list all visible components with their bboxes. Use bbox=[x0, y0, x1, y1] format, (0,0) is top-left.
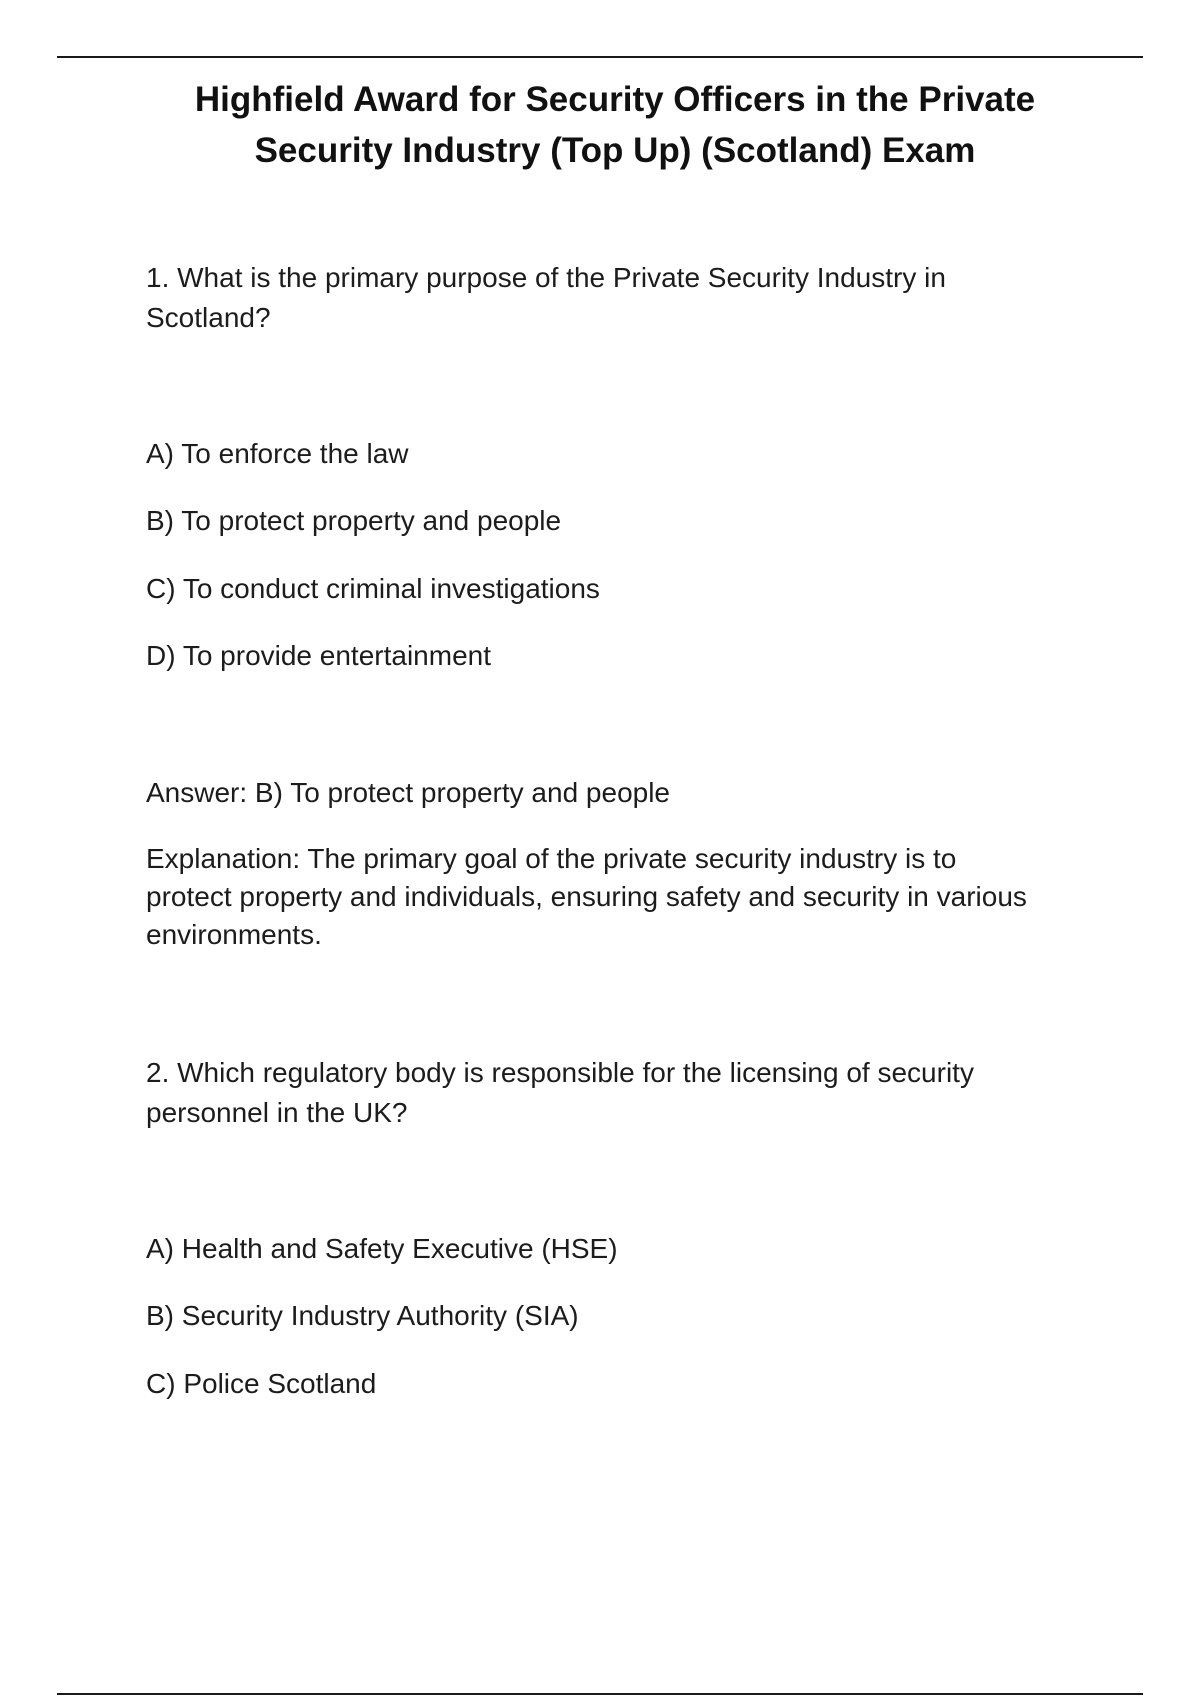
question-1-line-1: 1. What is the primary purpose of the Private Security Industry in bbox=[146, 262, 946, 293]
page-title bbox=[120, 74, 1110, 176]
question-1-option-d: D) To provide entertainment bbox=[146, 640, 491, 671]
bottom-divider bbox=[57, 1693, 1143, 1695]
explanation-line-2: protect property and individuals, ensuring safety and security in various bbox=[146, 881, 1027, 912]
question-2-option-a: A) Health and Safety Executive (HSE) bbox=[146, 1233, 618, 1264]
top-divider bbox=[57, 56, 1143, 58]
question-1-answer: Answer: B) To protect property and people bbox=[146, 777, 671, 808]
title-line-1: Highfield Award for Security Officers in the Private bbox=[194, 80, 1036, 119]
question-1-text bbox=[146, 258, 1106, 338]
explanation-line-3: environments. bbox=[146, 919, 322, 950]
explanation-line-1: Explanation: The primary goal of the private security industry is to bbox=[146, 843, 957, 874]
question-2-line-1: 2. Which regulatory body is responsible for the licensing of security bbox=[146, 1057, 974, 1088]
question-1-explanation bbox=[146, 840, 1106, 954]
question-1-line-2: Scotland? bbox=[146, 302, 271, 333]
question-1-option-b: B) To protect property and people bbox=[146, 505, 562, 536]
question-2-option-c: C) Police Scotland bbox=[146, 1368, 377, 1399]
question-2-text bbox=[146, 1053, 1106, 1133]
question-1-option-a: A) To enforce the law bbox=[146, 438, 409, 469]
question-2-option-b: B) Security Industry Authority (SIA) bbox=[146, 1300, 579, 1331]
question-1-option-c: C) To conduct criminal investigations bbox=[146, 573, 600, 604]
title-line-2: Security Industry (Top Up) (Scotland) Exam bbox=[254, 131, 976, 170]
question-2-line-2: personnel in the UK? bbox=[146, 1097, 408, 1128]
